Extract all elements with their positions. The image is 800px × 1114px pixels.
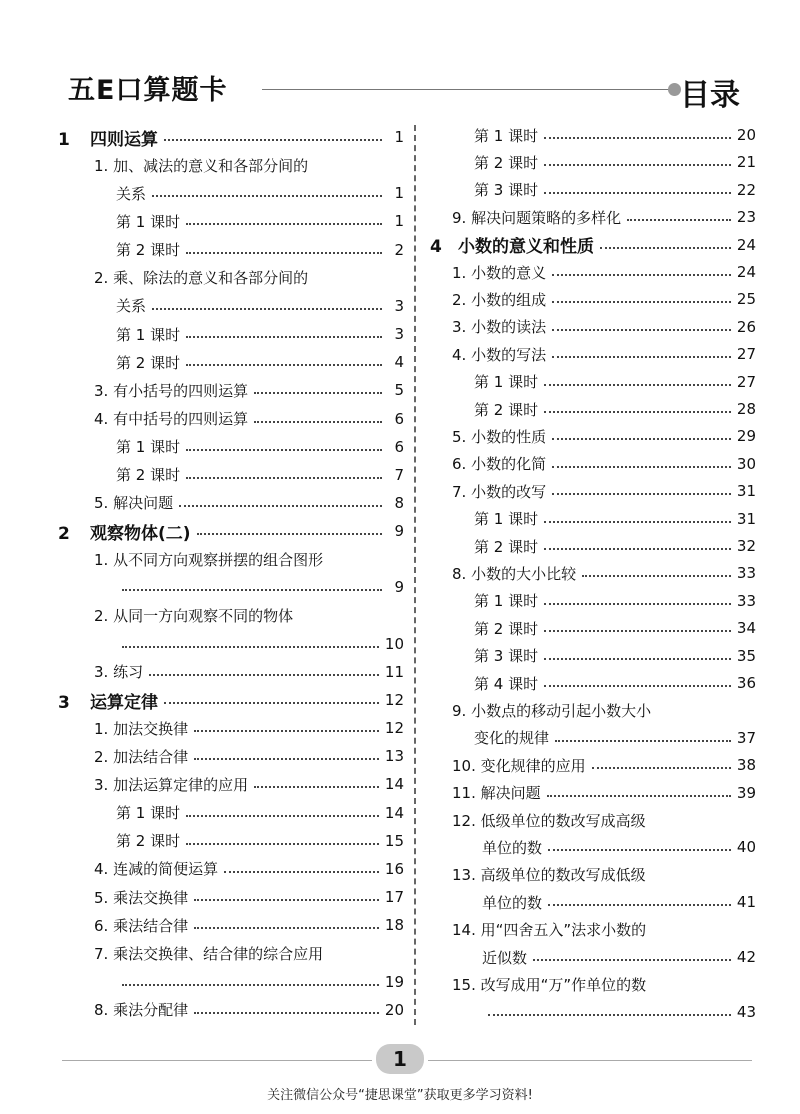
toc-entry-row[interactable] [58,208,404,234]
dot-leader [186,477,382,479]
page-number: 40 [736,838,756,857]
toc-entry-label: 第 3 课时 [474,181,539,200]
toc-entry-row[interactable] [430,122,756,148]
dot-leader [122,984,379,986]
dot-leader [152,195,382,197]
toc-entry-row[interactable] [430,177,756,203]
toc-entry-row[interactable] [430,999,756,1025]
page-number: 14 [384,803,404,822]
toc-entry-label: 第 2 课时 [116,241,181,260]
page-number: 36 [736,674,756,692]
dot-leader [186,364,382,366]
toc-entry-row[interactable] [430,807,756,833]
page-number: 9 [394,522,404,541]
toc-entry-row[interactable] [430,478,756,504]
toc-entry-label: 第 1 课时 [474,373,539,392]
dot-leader [254,392,382,394]
toc-entry-label: 第 2 课时 [474,619,539,638]
dot-leader [194,899,379,901]
dot-leader [186,843,379,845]
dot-leader [544,630,731,632]
chapter-title: 小数的意义和性质 [458,237,594,258]
dot-leader [122,589,382,591]
dot-leader [149,674,379,676]
toc-entry-label: 5. 乘法交换律 [94,888,189,907]
page-number: 28 [736,400,756,418]
toc-entry-label: 第 2 课时 [116,353,181,372]
dot-leader [224,871,379,873]
dot-leader [197,533,382,535]
toc-entry-row[interactable] [58,997,404,1023]
page-number: 24 [736,263,756,281]
page-number: 32 [736,537,756,555]
dot-leader [544,548,731,550]
page-number: 41 [736,893,756,912]
page-number: 24 [736,235,756,254]
dot-leader [194,927,379,929]
dot-leader [544,603,731,605]
toc-entry-label: 3. 加法运算定律的应用 [94,775,249,794]
dot-leader [544,411,731,413]
dot-leader [600,247,731,249]
page-number: 30 [736,454,756,473]
toc-entry-row[interactable] [58,377,404,403]
toc-entry-label: 3. 有小括号的四则运算 [94,381,249,400]
dot-leader [547,795,731,797]
toc-entry-row[interactable] [58,631,404,657]
dot-leader [194,730,379,732]
page-number: 14 [384,775,404,794]
toc-entry-label: 第 1 课时 [116,804,181,823]
toc-entry-row[interactable] [430,971,756,997]
page-number: 4 [394,353,404,372]
toc-entry-row[interactable] [58,490,404,516]
toc-entry-row[interactable] [58,321,404,347]
toc-entry-row[interactable] [58,912,404,938]
dot-leader [544,164,731,166]
toc-entry-label: 15. 改写成用“万”作单位的数 [452,975,647,994]
toc-entry-row[interactable] [430,862,756,888]
toc-entry-row[interactable] [430,451,756,477]
dot-leader [627,219,731,221]
page-number: 2 [394,240,404,259]
toc-entry-row[interactable] [58,940,404,966]
toc-entry-label: 3. 练习 [94,663,144,682]
page-number-badge: 1 [376,1044,424,1074]
page-number: 27 [736,372,756,391]
page-number: 1 [394,212,404,231]
page-number: 31 [736,482,756,501]
toc-entry-label: 12. 低级单位的数改写成高级 [452,811,646,830]
toc-entry-label: 8. 乘法分配律 [94,1001,189,1020]
dot-leader [552,466,731,468]
toc-entry-label: 近似数 [482,948,528,967]
dot-leader [488,1014,731,1016]
toc-entry-label: 14. 用“四舍五入”法求小数的 [452,921,647,940]
toc-entry-row[interactable] [58,884,404,910]
brand-title: 五E口算题卡 [68,75,228,106]
toc-entry-label: 2. 从同一方向观察不同的物体 [94,607,294,626]
page-number: 25 [736,290,756,309]
page-number: 5 [394,381,404,400]
toc-entry-row[interactable] [430,725,756,751]
toc-entry-label [58,125,158,150]
toc-entry-row[interactable] [430,286,756,312]
toc-entry-row[interactable] [58,237,404,263]
page-number: 6 [394,409,404,428]
page-number: 15 [384,831,404,850]
chapter-title: 运算定律 [90,692,158,713]
dot-leader [254,421,382,423]
toc-entry-row[interactable] [58,828,404,854]
toc-entry-label: 2. 加法结合律 [94,747,189,766]
toc-entry-label: 13. 高级单位的数改写成低级 [452,866,646,885]
toc-entry-label: 6. 小数的化简 [452,455,547,474]
toc-entry-row[interactable] [430,423,756,449]
toc-entry-label: 第 2 课时 [116,466,181,485]
toc-chapter-row[interactable] [58,124,404,150]
toc-entry-label: 关系 [116,184,147,203]
toc-entry-label: 2. 乘、除法的意义和各部分间的 [94,269,309,288]
page-number: 38 [736,756,756,775]
toc-entry-label [430,232,594,257]
dot-leader [164,702,379,704]
dot-leader [194,1012,379,1014]
page-number: 20 [736,126,756,144]
page-number: 19 [384,972,404,991]
dot-leader [164,139,382,141]
toc-entry-row[interactable] [430,204,756,230]
page-number: 16 [384,859,404,878]
toc-entry-row[interactable] [58,349,404,375]
dot-leader [544,192,731,194]
toc-entry-label: 第 2 课时 [474,537,539,556]
toc-entry-label: 第 1 课时 [474,126,539,145]
toc-chapter-row[interactable] [58,518,404,544]
toc-entry-label: 7. 小数的改写 [452,482,547,501]
page-number: 27 [736,345,756,364]
page-number: 1 [394,128,404,146]
footer-note: 关注微信公众号“捷思课堂”获取更多学习资料! [267,1088,533,1103]
dot-leader [544,521,731,523]
toc-entry-label: 4. 有中括号的四则运算 [94,410,249,428]
dot-leader [552,356,731,358]
toc-entry-label: 第 4 课时 [474,674,539,693]
toc-entry-label: 第 1 课时 [474,510,539,529]
dot-leader [254,786,379,788]
toc-entry-label: 第 1 课时 [116,438,181,457]
toc-entry-label: 1. 从不同方向观察拼摆的组合图形 [94,550,324,569]
toc-entry-label: 单位的数 [482,893,543,912]
toc-entry-label: 第 1 课时 [474,592,539,611]
toc-entry-label: 9. 解决问题策略的多样化 [452,208,622,227]
column-divider [414,125,416,1025]
toc-entry-row[interactable] [430,643,756,669]
toc-entry-row[interactable] [430,560,756,586]
dot-leader [544,685,731,687]
dot-leader [552,274,731,276]
page-number: 34 [736,619,756,638]
toc-entry-row[interactable] [58,152,404,178]
dot-leader [552,301,731,303]
dot-leader [592,767,731,769]
dot-leader [186,815,379,817]
dot-leader [533,959,731,961]
header-rule [262,89,680,90]
dot-leader [194,758,379,760]
chapter-number: 4 [430,237,442,258]
toc-entry-row[interactable] [430,149,756,175]
toc-entry-label: 11. 解决问题 [452,784,541,803]
toc-entry-row[interactable] [430,944,756,970]
toc-entry-label: 8. 小数的大小比较 [452,564,577,583]
dot-leader [179,505,382,507]
page-number: 3 [394,325,404,344]
toc-entry-label: 第 2 课时 [474,153,539,172]
page-number: 37 [736,728,756,747]
toc-entry-label: 7. 乘法交换律、结合律的综合应用 [94,944,324,963]
page-header [0,0,800,120]
page-number: 7 [394,465,404,484]
toc-entry-label: 9. 小数点的移动引起小数大小 [452,701,652,720]
page-number: 8 [394,493,404,512]
dot-leader [548,849,731,851]
toc-entry-row[interactable] [58,743,404,769]
toc-entry-row[interactable] [430,369,756,395]
page-number: 22 [736,180,756,199]
page-number: 17 [384,888,404,907]
toc-entry-row[interactable] [430,834,756,860]
dot-leader [544,384,731,386]
toc-entry-row[interactable] [58,856,404,882]
toc-entry-row[interactable] [430,259,756,285]
toc-entry-label: 1. 小数的意义 [452,263,547,282]
page-number: 21 [736,153,756,172]
toc-entry-label: 变化的规律 [474,729,550,748]
dot-leader [544,137,731,139]
dot-leader [552,438,731,440]
toc-entry-row[interactable] [430,752,756,778]
toc-entry-row[interactable] [58,265,404,291]
toc-entry-label: 5. 小数的性质 [452,427,547,446]
page-number: 33 [736,564,756,583]
toc-entry-label: 4. 连减的简便运算 [94,860,219,879]
toc-entry-label: 5. 解决问题 [94,494,174,513]
toc-entry-row[interactable] [58,603,404,629]
dot-leader [186,223,382,225]
contents-title: 目录 [680,78,740,113]
dot-leader [152,308,382,310]
toc-entry-label: 1. 加、减法的意义和各部分间的 [94,156,309,175]
toc-entry-row[interactable] [58,800,404,826]
toc-entry-row[interactable] [430,506,756,532]
page-number: 23 [736,208,756,227]
toc-entry-label [58,688,158,713]
chapter-number: 3 [58,692,70,713]
page-number: 39 [736,783,756,802]
toc-entry-row[interactable] [430,697,756,723]
toc-entry-row[interactable] [430,670,756,696]
toc-entry-row[interactable] [58,659,404,685]
chapter-title: 四则运算 [90,129,158,150]
toc-entry-label: 第 2 课时 [474,400,539,419]
footer-rule-right [428,1060,752,1061]
page-number: 1 [394,184,404,203]
toc-entry-row[interactable] [58,715,404,741]
toc-entry-label: 第 2 课时 [116,832,181,851]
dot-leader [555,740,731,742]
page-number: 12 [384,691,404,709]
toc-entry-label: 4. 小数的写法 [452,345,547,364]
page-number: 20 [384,1000,404,1019]
toc-entry-row[interactable] [58,574,404,600]
page-number: 11 [384,662,404,681]
toc-chapter-row[interactable] [430,232,756,258]
chapter-number: 1 [58,129,70,150]
toc-entry-row[interactable] [430,889,756,915]
toc-entry-label: 单位的数 [482,838,543,857]
toc-entry-row[interactable] [430,341,756,367]
page-number: 10 [384,634,404,653]
toc-chapter-row[interactable] [58,687,404,713]
dot-leader [122,646,379,648]
toc-entry-row[interactable] [58,462,404,488]
toc-entry-row[interactable] [430,314,756,340]
dot-leader [552,329,731,331]
footer-rule-left [62,1060,372,1061]
page-number: 18 [384,916,404,935]
page-number: 26 [736,317,756,336]
toc-entry-label [58,519,191,544]
chapter-title: 观察物体(二) [90,523,191,544]
toc-entry-row[interactable] [58,434,404,460]
toc-entry-label: 关系 [116,297,147,316]
page-number: 29 [736,427,756,446]
dot-leader [582,575,731,577]
page-number: 31 [736,509,756,528]
toc-entry-row[interactable] [58,771,404,797]
toc-entry-row[interactable] [58,293,404,319]
toc-entry-row[interactable] [430,396,756,422]
toc-entry-label: 第 3 课时 [474,647,539,666]
toc-entry-row[interactable] [430,615,756,641]
toc-entry-row[interactable] [430,917,756,943]
toc-entry-row[interactable] [430,533,756,559]
dot-leader [186,336,382,338]
page-number: 43 [736,1002,756,1021]
dot-leader [544,658,731,660]
toc-entry-row[interactable] [430,588,756,614]
page-number: 33 [736,591,756,610]
page-number: 12 [384,719,404,738]
dot-leader [548,904,731,906]
page-number: 42 [736,948,756,966]
page-number: 6 [394,437,404,456]
toc-entry-label: 2. 小数的组成 [452,290,547,309]
toc-entry-row[interactable] [58,546,404,572]
page-number: 35 [736,646,756,665]
dot-leader [186,449,382,451]
page-number: 3 [394,296,404,315]
dot-leader [552,493,731,495]
toc-entry-label: 第 1 课时 [116,325,181,344]
dot-leader [186,252,382,254]
toc-entry-row[interactable] [58,406,404,432]
page-number: 9 [394,578,404,597]
toc-entry-label: 10. 变化规律的应用 [452,756,586,775]
toc-entry-row[interactable] [58,180,404,206]
toc-entry-label: 3. 小数的读法 [452,318,547,337]
toc-entry-label: 1. 加法交换律 [94,719,189,738]
toc-entry-row[interactable] [430,780,756,806]
toc-entry-row[interactable] [58,969,404,995]
toc-entry-label: 第 1 课时 [116,212,181,231]
chapter-number: 2 [58,523,70,544]
toc-entry-label: 6. 乘法结合律 [94,916,189,935]
page-number: 13 [384,747,404,766]
